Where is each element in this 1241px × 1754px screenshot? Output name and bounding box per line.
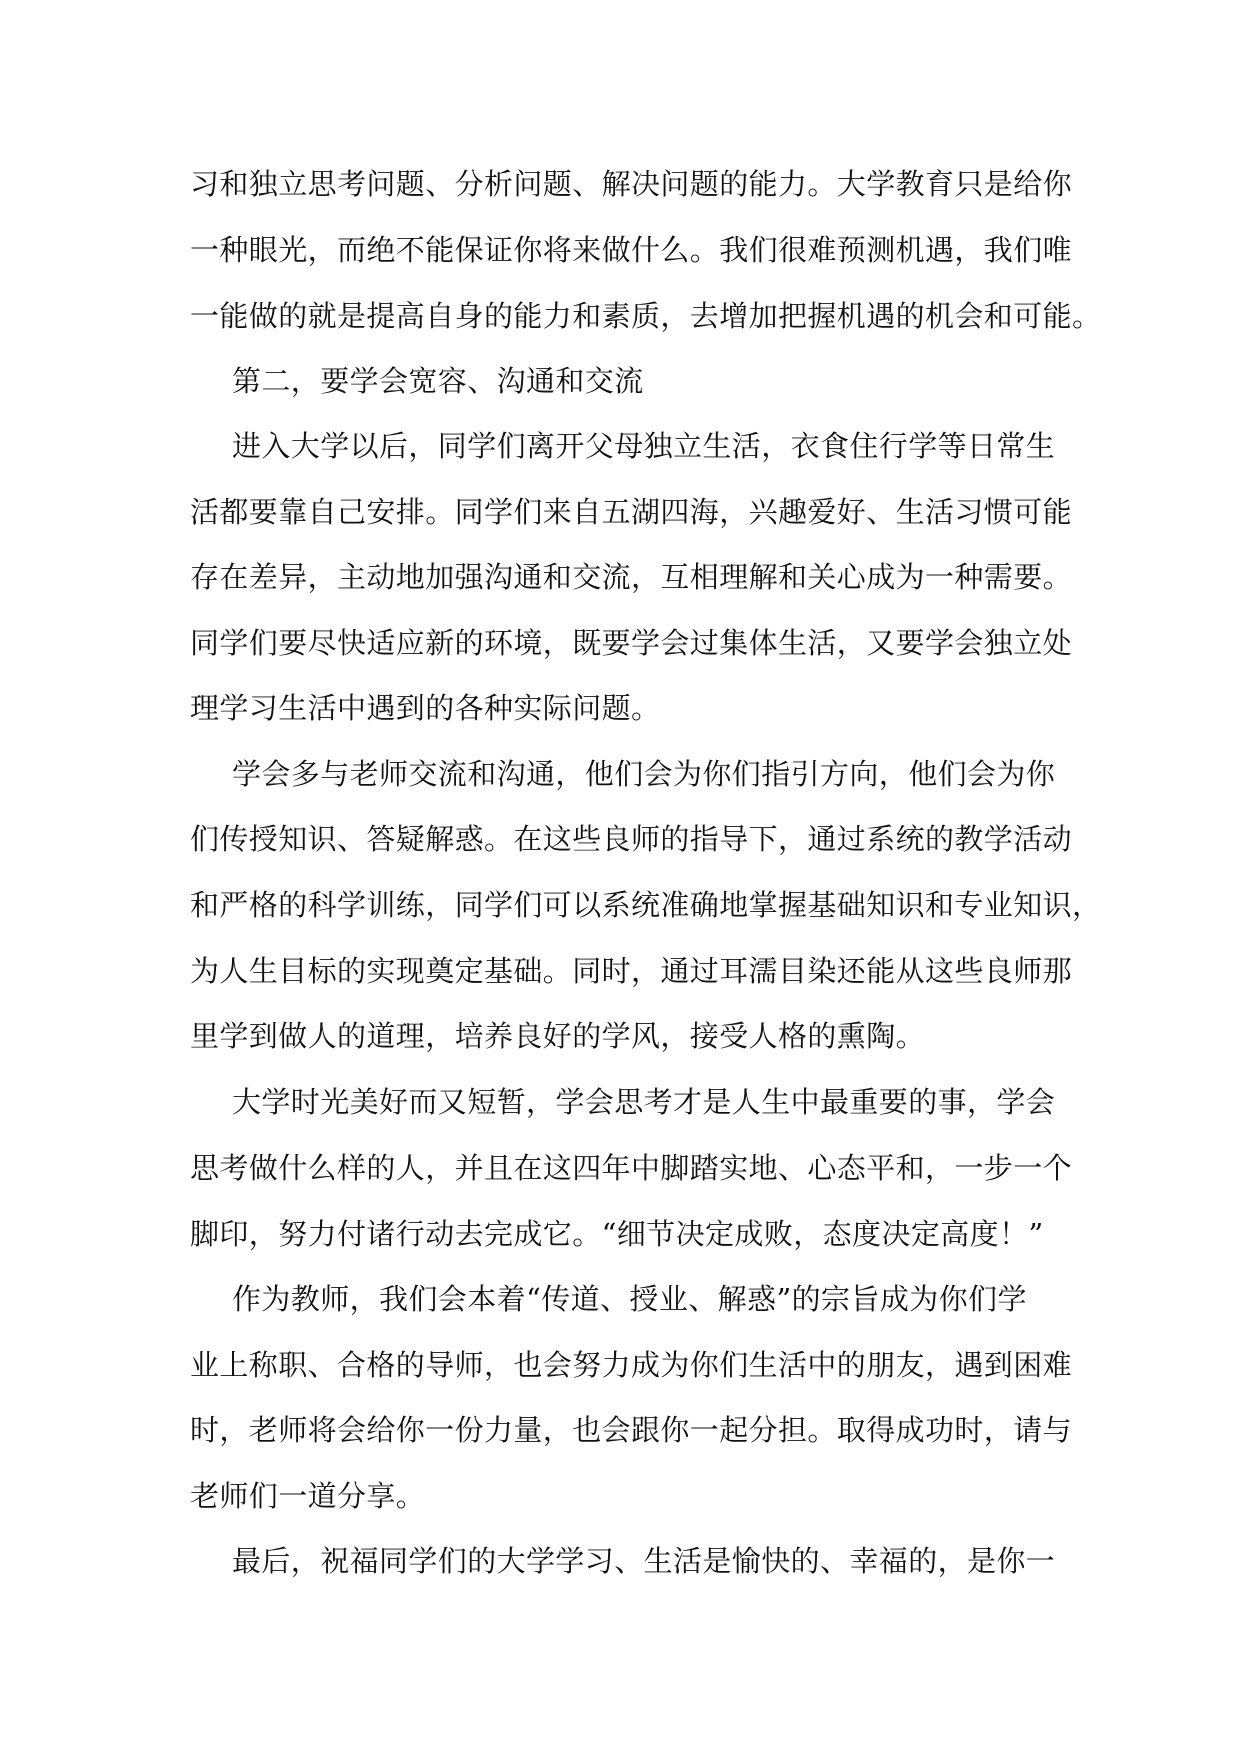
text-line: 学会多与老师交流和沟通，他们会为你们指引方向，他们会为你: [232, 757, 1056, 791]
text-line: 时，老师将会给你一份力量，也会跟你一起分担。取得成功时，请与: [190, 1413, 1073, 1447]
text-line: 作为教师，我们会本着“传道、授业、解惑”的宗旨成为你们学: [232, 1282, 1027, 1316]
text-line: 思考做什么样的人，并且在这四年中脚踏实地、心态平和，一步一个: [190, 1151, 1073, 1185]
text-line: 里学到做人的道理，培养良好的学风，接受人格的熏陶。: [190, 1019, 926, 1053]
text-line: 存在差异，主动地加强沟通和交流，互相理解和关心成为一种需要。: [190, 560, 1073, 594]
text-line: 理学习生活中遇到的各种实际问题。: [190, 691, 661, 725]
text-line: 为人生目标的实现奠定基础。同时，通过耳濡目染还能从这些良师那: [190, 954, 1073, 988]
text-line: 进入大学以后，同学们离开父母独立生活，衣食住行学等日常生: [232, 429, 1056, 463]
text-line: 老师们一道分享。: [190, 1479, 426, 1513]
text-line: 一种眼光，而绝不能保证你将来做什么。我们很难预测机遇，我们唯: [190, 233, 1073, 267]
text-line: 业上称职、合格的导师，也会努力成为你们生活中的朋友，遇到困难: [190, 1348, 1073, 1382]
text-line: 脚印，努力付诸行动去完成它。“细节决定成败，态度决定高度！”: [190, 1217, 1044, 1251]
text-line: 同学们要尽快适应新的环境，既要学会过集体生活，又要学会独立处: [190, 626, 1073, 660]
text-line: 们传授知识、答疑解惑。在这些良师的指导下，通过系统的教学活动: [190, 822, 1073, 856]
section-heading: 第二，要学会宽容、沟通和交流: [232, 364, 644, 398]
text-line: 最后，祝福同学们的大学学习、生活是愉快的、幸福的，是你一: [232, 1544, 1056, 1578]
text-line: 一能做的就是提高自身的能力和素质，去增加把握机遇的机会和可能。: [190, 299, 1102, 333]
text-line: 活都要靠自己安排。同学们来自五湖四海，兴趣爱好、生活习惯可能: [190, 495, 1073, 529]
text-line: 大学时光美好而又短暂，学会思考才是人生中最重要的事，学会: [232, 1085, 1056, 1119]
text-line: 习和独立思考问题、分析问题、解决问题的能力。大学教育只是给你: [190, 167, 1073, 201]
text-line: 和严格的科学训练，同学们可以系统准确地掌握基础知识和专业知识，: [190, 888, 1102, 922]
